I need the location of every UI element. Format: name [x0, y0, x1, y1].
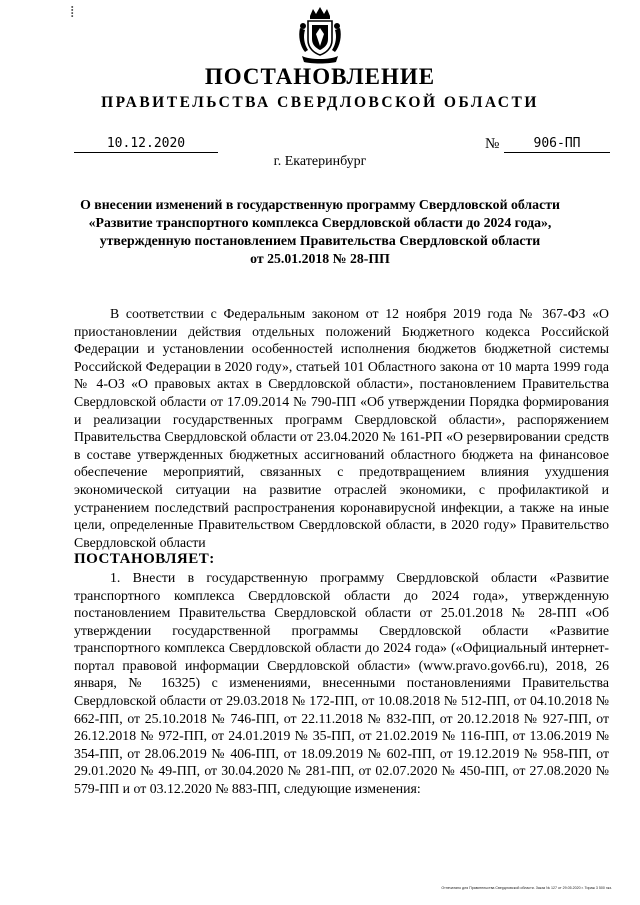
handwritten-mark: ⁞: [70, 4, 75, 21]
document-title: [60, 196, 580, 268]
document-type-heading: ПОСТАНОВЛЕНИЕ: [204, 64, 436, 89]
document-title-line: утвержденную постановлением Правительства Свердловской области: [99, 233, 541, 248]
document-number: 906-ПП: [504, 136, 610, 153]
preamble-paragraph: В соответствии с Федеральным законом от 12 ноября 2019 года № 367-ФЗ «О приостановлении действия отдельных положений Бюджетного кодекса Российской Федерации и установлении особенностей исполнения бюджетов бюджетной системы Российской Федерации в 2020 году», статьей 101 Областного закона от 10 марта 1999 года № 4-ОЗ «О правовых актах в Свердловской области», постановлением Правительства Свердловской области от 17.09.2014 № 790-ПП «Об утверждении Порядка формирования и реализации государственных программ Свердловской области», распоряжением Правительства Свердловской области от 23.04.2020 № 161-РП «О резервировании средств в составе утвержденных бюджетных ассигнований областного бюджета на финансовое обеспечение мероприятий, связанных с предотвращением влияния ухудшения экономической ситуации на развитие отраслей экономики, с профилактикой и устранением последствий распространения коронавирусной инфекции, а также на иные цели, определенные Правительством Свердловской области, в 2020 году» Правительство Свердловской области: [74, 306, 609, 550]
issuer-heading: ПРАВИТЕЛЬСТВА СВЕРДЛОВСКОЙ ОБЛАСТИ: [101, 94, 539, 111]
city-line: г. Екатеринбург: [273, 154, 367, 169]
item-1-paragraph: 1. Внести в государственную программу Свердловской области «Развитие транспортного комплекса Свердловской области до 2024 года», утвержденную постановлением Правительства Свердловской области от 25.01.2018 № 28-ПП «Об утверждении государственной программы Свердловской области «Развитие транспортного комплекса Свердловской области до 2024 года» («Официальный интернет-портал правовой информации Свердловской области» (www.pravo.gov66.ru), 2018, 26 января, № 16325) с изменениями, внесенными постановлениями Правительства Свердловской области от 29.03.2018 № 172-ПП, от 10.08.2018 № 512-ПП, от 04.10.2018 № 662-ПП, от 25.10.2018 № 746-ПП, от 22.11.2018 № 832-ПП, от 20.12.2018 № 927-ПП, от 26.12.2018 № 972-ПП, от 24.01.2019 № 35-ПП, от 21.02.2019 № 116-ПП, от 13.06.2019 № 354-ПП, от 28.06.2019 № 406-ПП, от 18.09.2019 № 602-ПП, от 19.12.2019 № 958-ПП, от 29.01.2020 № 49-ПП, от 30.04.2020 № 281-ПП, от 02.07.2020 № 450-ПП, от 27.08.2020 № 579-ПП и от 03.12.2020 № 883-ПП, следующие изменения:: [74, 569, 609, 797]
document-body: [74, 305, 609, 798]
document-title-line: «Развитие транспортного комплекса Свердловской области до 2024 года»,: [88, 215, 552, 230]
coat-of-arms-icon: [296, 6, 344, 64]
print-note: Отпечатано для Правительства Свердловской области. Заказ № 127 от 29.05.2020 г. Тираж 3 500 экз.: [441, 886, 612, 890]
document-title-line: от 25.01.2018 № 28-ПП: [250, 251, 390, 266]
document-title-line: О внесении изменений в государственную программу Свердловской области: [80, 197, 560, 212]
decree-word: ПОСТАНОВЛЯЕТ:: [74, 551, 215, 568]
document-date: 10.12.2020: [74, 136, 218, 153]
number-label: №: [485, 136, 500, 152]
